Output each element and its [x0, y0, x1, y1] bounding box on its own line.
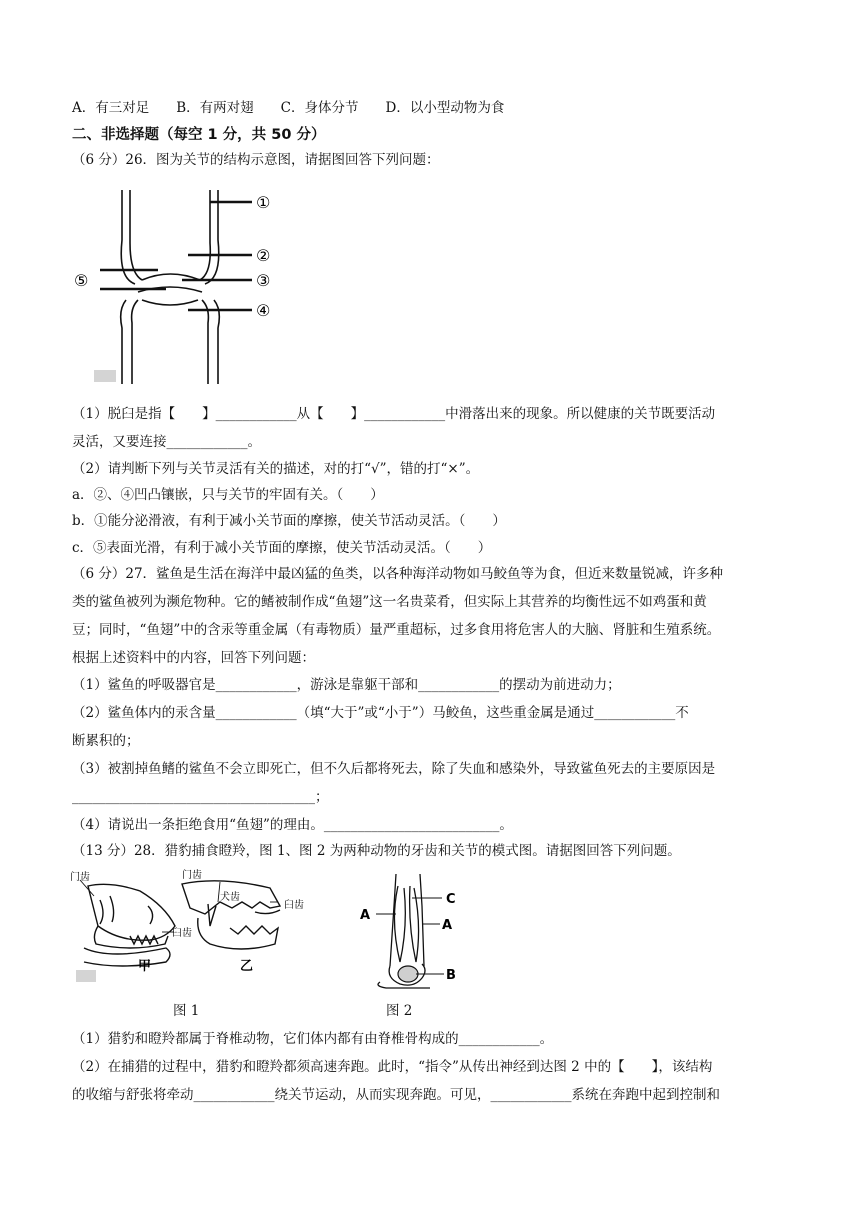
- fig2-caption: 图 2: [386, 1003, 413, 1019]
- arm-label-C: C: [446, 892, 456, 907]
- q25-options: A．有三对足 B．有两对翅 C．身体分节 D．以小型动物为食: [72, 100, 505, 116]
- q27-sub3-line1: （3）被割掉鱼鳍的鲨鱼不会立即死亡，但不久后都将死去，除了失血和感染外，导致鲨鱼死去的主要原因是: [72, 761, 716, 777]
- q28-sub2-line1: （2）在捕猎的过程中，猎豹和瞪羚都须高速奔跑。此时，“指令”从传出神经到达图 2 中的【 】，该结构: [72, 1059, 713, 1075]
- joint-label-1: ①: [256, 193, 271, 212]
- q27-para-line2: 类的鲨鱼被列为濒危物种。它的鳍被制作成“鱼翅”这一名贵菜肴，但实际上其营养的均衡性远不如鸡蛋和黄: [72, 594, 707, 610]
- q28-sub2-line2: 的收缩与舒张将牵动____________绕关节运动，从而实现奔跑。可见，____________系统在奔跑中起到控制和: [72, 1087, 720, 1103]
- teeth-label-incisor-jia: 门齿: [70, 872, 90, 883]
- arm-diagram: [350, 866, 470, 990]
- section-heading: 二、非选择题（每空 1 分，共 50 分）: [72, 127, 326, 143]
- q26-item-c: c．⑤表面光滑，有利于减小关节面的摩擦，使关节活动灵活。（ ）: [72, 540, 492, 556]
- q26-sub2: （2）请判断下列与关节灵活有关的描述，对的打“√”，错的打“×”。: [72, 461, 480, 477]
- teeth-label-molar-jia: 臼齿: [172, 928, 192, 939]
- q26-sub1-line2: 灵活，又要连接____________。: [72, 434, 261, 450]
- q26-item-b: b．①能分泌滑液，有利于减小关节面的摩擦，使关节活动灵活。（ ）: [72, 513, 506, 529]
- q27-sub3-line2: ____________________________________；: [72, 789, 329, 805]
- arm-label-A-left: A: [360, 908, 371, 923]
- q27-sub2-line2: 断累积的；: [72, 733, 140, 749]
- q26-sub1-line1: （1）脱臼是指【 】____________从【 】____________中滑落出来的现象。所以健康的关节既要活动: [72, 406, 716, 422]
- teeth-label-jia: 甲: [138, 959, 152, 974]
- joint-label-4: ④: [256, 301, 271, 320]
- q28-sub1: （1）猎豹和瞪羚都属于脊椎动物，它们体内都有由脊椎骨构成的____________。: [72, 1031, 554, 1047]
- joint-diagram: [70, 188, 290, 388]
- q27-sub1: （1）鲨鱼的呼吸器官是____________，游泳是靠躯干部和____________的摆动为前进动力；: [72, 677, 621, 693]
- q27-para-line1: （6 分）27．鲨鱼是生活在海洋中最凶猛的鱼类，以各种海洋动物如马鲛鱼等为食，但近来数量锐减，许多种: [72, 566, 724, 582]
- teeth-diagram: [70, 866, 310, 986]
- q27-sub4: （4）请说出一条拒绝食用“鱼翅”的理由。__________________________。: [72, 817, 513, 833]
- q27-para-line4: 根据上述资料中的内容，回答下列问题：: [72, 650, 315, 666]
- joint-label-3: ③: [256, 271, 271, 290]
- q26-title: （6 分）26．图为关节的结构示意图，请据图回答下列问题：: [72, 152, 440, 168]
- fig1-caption: 图 1: [173, 1003, 200, 1019]
- arm-label-A-right: A: [442, 918, 453, 933]
- joint-label-5: ⑤: [74, 271, 89, 290]
- teeth-label-molar-yi: 臼齿: [284, 900, 304, 911]
- arm-label-B: B: [446, 968, 456, 983]
- teeth-label-yi: 乙: [240, 959, 254, 974]
- teeth-label-canine: 犬齿: [220, 892, 240, 903]
- joint-label-2: ②: [256, 246, 271, 265]
- q27-sub2-line1: （2）鲨鱼体内的汞含量____________（填“大于”或“小于”）马鲛鱼，这些重金属是通过____________不: [72, 705, 689, 721]
- q26-item-a: a．②、④凹凸镶嵌，只与关节的牢固有关。（ ）: [72, 487, 384, 503]
- q27-para-line3: 豆；同时，“鱼翅”中的含汞等重金属（有毒物质）量严重超标，过多食用将危害人的大脑、肾脏和生殖系统。: [72, 622, 721, 638]
- teeth-label-incisor-yi: 门齿: [182, 870, 202, 881]
- q28-title: （13 分）28．猎豹捕食瞪羚，图 1、图 2 为两种动物的牙齿和关节的模式图。请据图回答下列问题。: [72, 843, 681, 859]
